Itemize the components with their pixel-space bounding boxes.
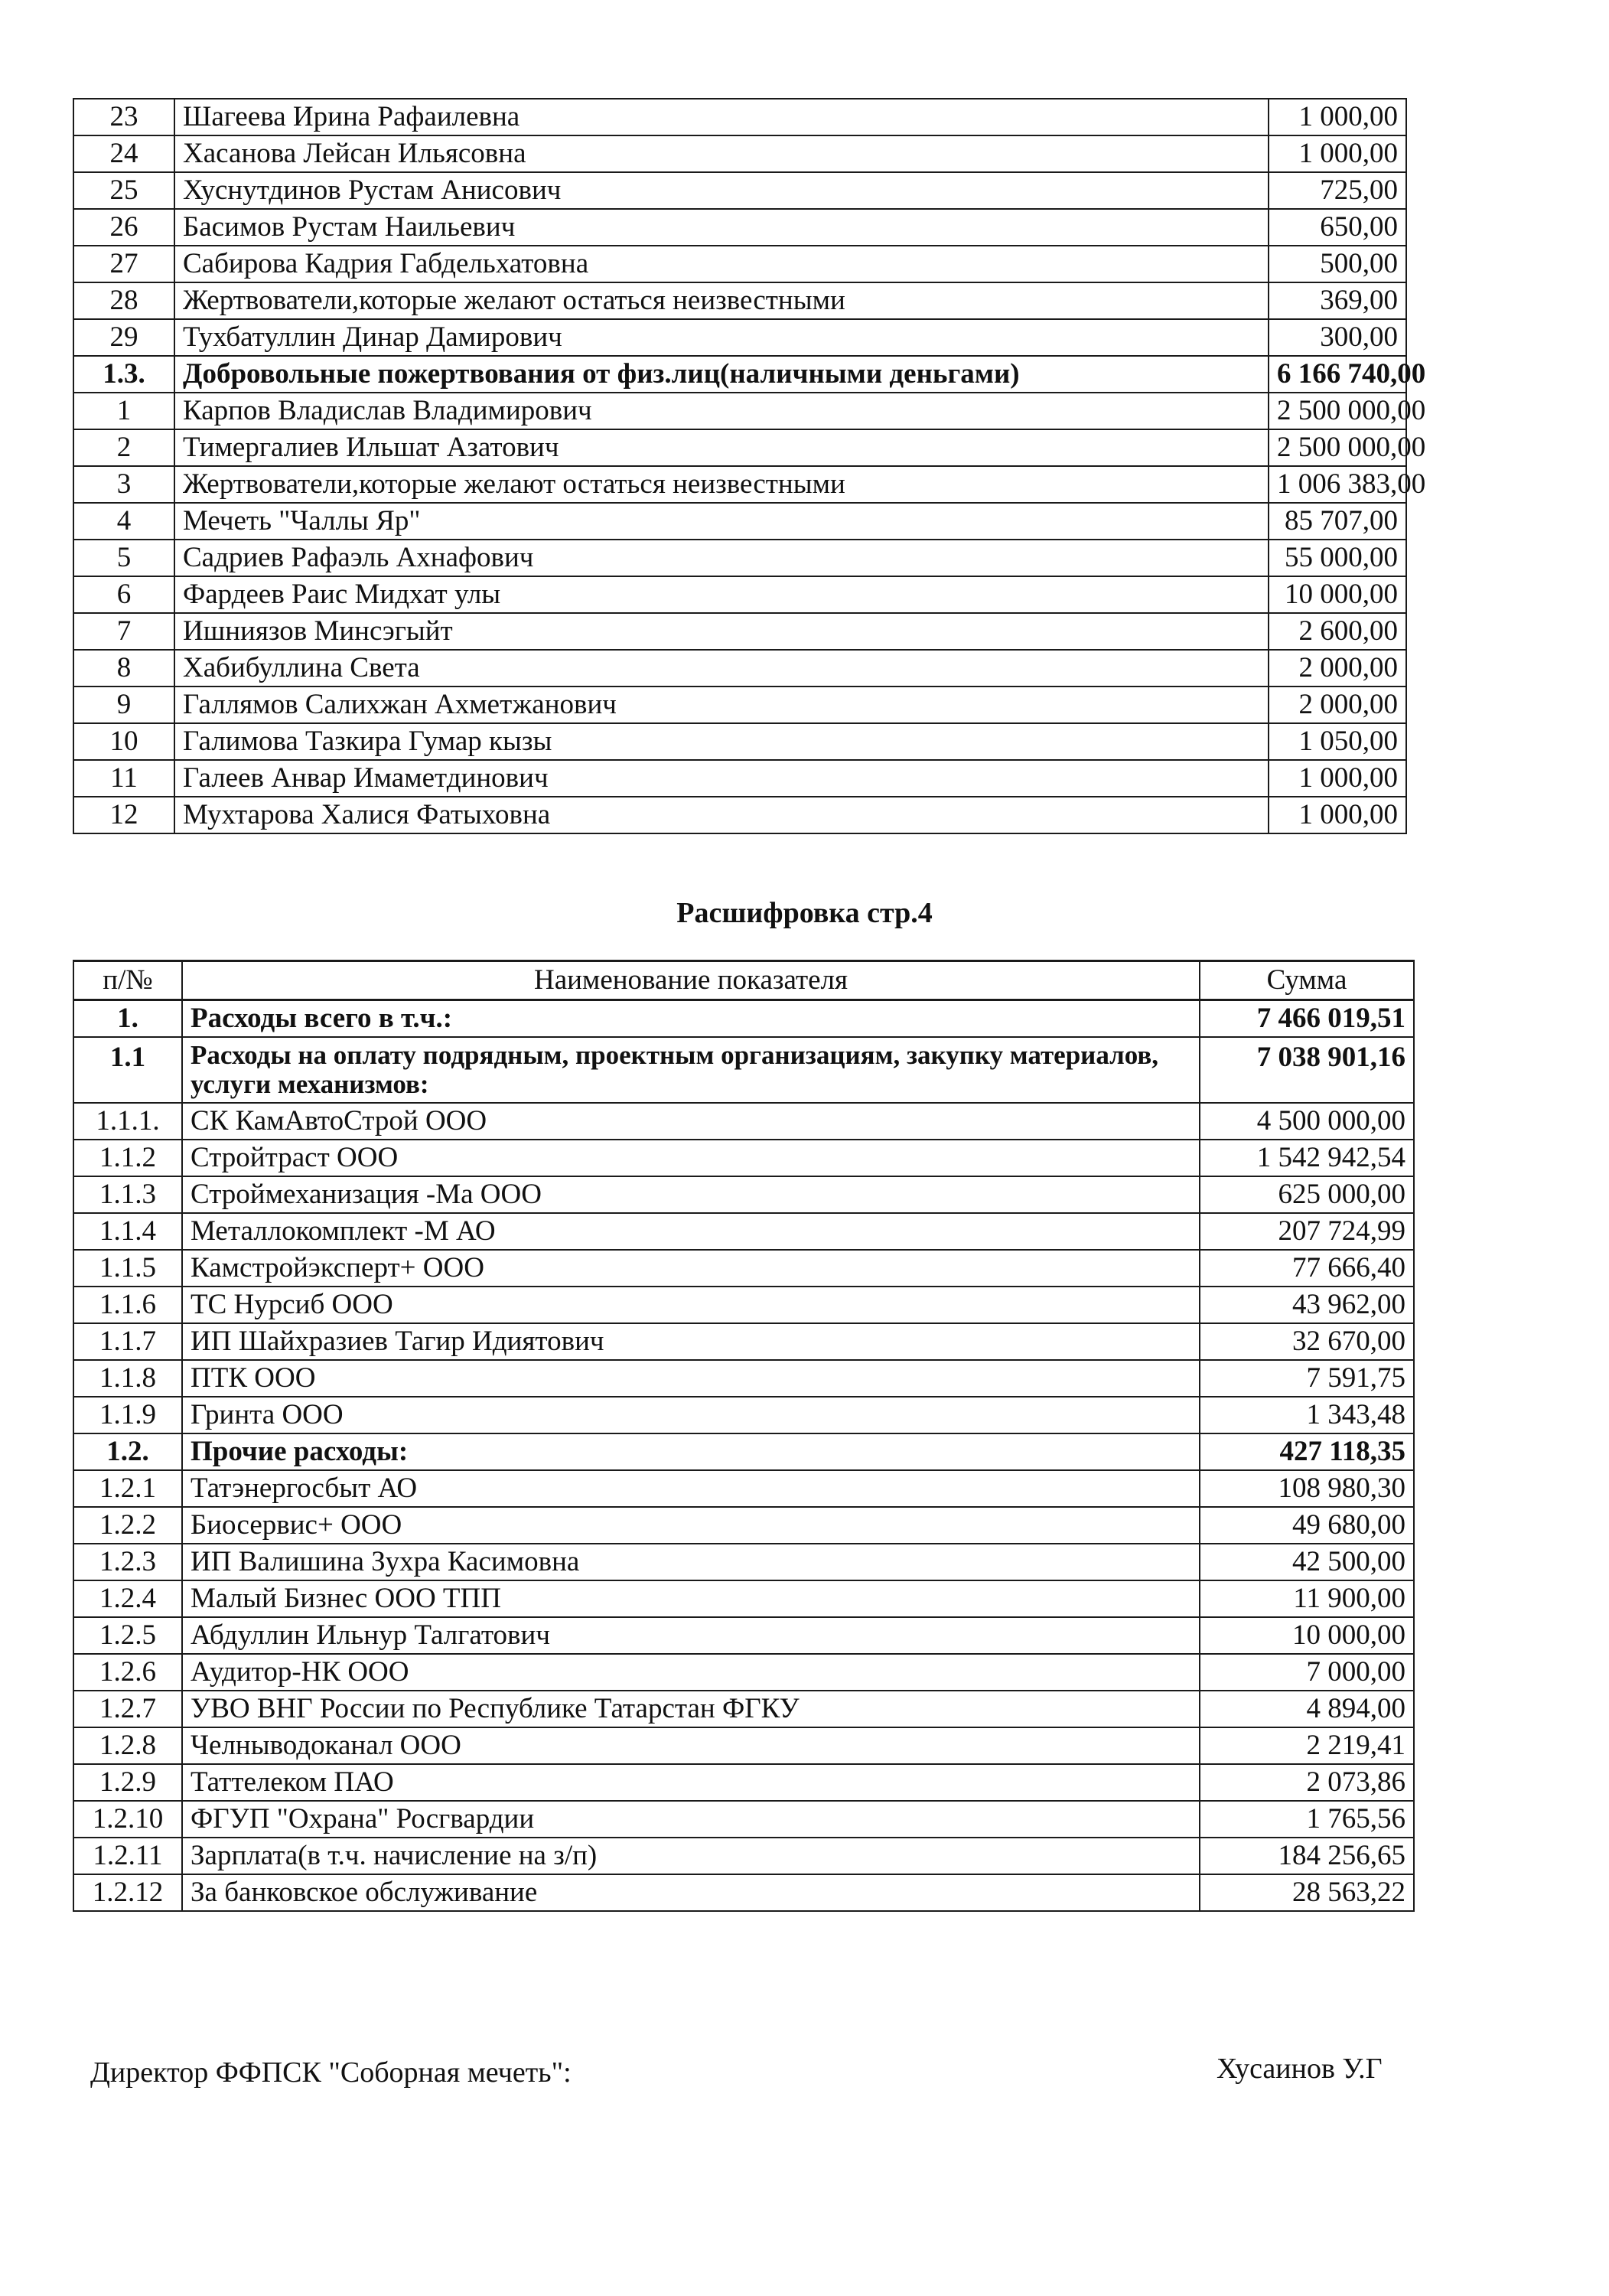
table-row [73,1250,1414,1287]
row-amount: 4 894,00 [1200,1691,1414,1727]
table-row [73,1470,1414,1507]
row-number: 1.1.4 [73,1213,182,1250]
table-row [73,1287,1414,1323]
table-row [73,356,1406,393]
row-amount: 32 670,00 [1200,1323,1414,1360]
row-name: Камстройэксперт+ ООО [182,1250,1200,1287]
row-name: Расходы на оплату подрядным, проектным организациям, закупку материалов, услуги механизмов: [182,1037,1200,1103]
row-amount: 1 000,00 [1269,797,1406,833]
section-title: Расшифровка стр.4 [676,897,933,929]
row-name: Карпов Владислав Владимирович [174,393,1269,429]
row-amount: 625 000,00 [1200,1176,1414,1213]
row-name: ИП Шайхразиев Тагир Идиятович [182,1323,1200,1360]
row-amount: 1 000,00 [1269,760,1406,797]
row-number: 1.3. [73,356,174,393]
row-number: 9 [73,687,174,723]
row-number: 3 [73,466,174,503]
row-name: ФГУП "Охрана" Росгвардии [182,1801,1200,1838]
row-number: 27 [73,246,174,282]
table-row [73,1617,1414,1654]
table-row [73,797,1406,833]
row-name: Галимова Тазкира Гумар кызы [174,723,1269,760]
row-name: ПТК ООО [182,1360,1200,1397]
table-row [73,576,1406,613]
table-row [73,1000,1414,1038]
row-amount: 2 600,00 [1269,613,1406,650]
row-number: 1. [73,1000,182,1038]
row-amount: 1 343,48 [1200,1397,1414,1433]
row-number: 1.1.7 [73,1323,182,1360]
row-number: 26 [73,209,174,246]
row-number: 1.2.1 [73,1470,182,1507]
row-name: Жертвователи,которые желают остаться неизвестными [174,466,1269,503]
row-number: 1 [73,393,174,429]
row-name: Биосервис+ ООО [182,1507,1200,1544]
row-amount: 725,00 [1269,172,1406,209]
table-row [73,1037,1414,1103]
row-amount: 2 000,00 [1269,650,1406,687]
row-name: Металлокомплект -М АО [182,1213,1200,1250]
row-number: 1.1.8 [73,1360,182,1397]
row-number: 1.2.2 [73,1507,182,1544]
row-number: 1.2. [73,1433,182,1470]
row-name: За банковское обслуживание [182,1874,1200,1911]
row-number: 1.1.1. [73,1103,182,1140]
row-number: 12 [73,797,174,833]
table-row [73,1213,1414,1250]
row-number: 10 [73,723,174,760]
row-number: 6 [73,576,174,613]
row-name: Добровольные пожертвования от физ.лиц(наличными деньгами) [174,356,1269,393]
row-number: 1.2.11 [73,1838,182,1874]
expenses-table [73,960,1415,1912]
row-name: Мухтарова Халися Фатыховна [174,797,1269,833]
row-name: Сабирова Кадрия Габдельхатовна [174,246,1269,282]
row-name: Таттелеком ПАО [182,1764,1200,1801]
row-amount: 11 900,00 [1200,1580,1414,1617]
table-row [73,1323,1414,1360]
row-number: 8 [73,650,174,687]
donations-table-body [73,99,1426,833]
row-name: Челныводоканал ООО [182,1727,1200,1764]
row-number: 1.2.6 [73,1654,182,1691]
row-number: 25 [73,172,174,209]
row-name: Хуснутдинов Рустам Анисович [174,172,1269,209]
row-amount: 28 563,22 [1200,1874,1414,1911]
row-name: Зарплата(в т.ч. начисление на з/п) [182,1838,1200,1874]
row-number: 2 [73,429,174,466]
row-amount: 42 500,00 [1200,1544,1414,1580]
row-number: 29 [73,319,174,356]
table-row [73,246,1406,282]
row-number: 1.2.9 [73,1764,182,1801]
row-name: Садриев Рафаэль Ахнафович [174,540,1269,576]
row-name: УВО ВНГ России по Республике Татарстан ФГКУ [182,1691,1200,1727]
header-num: п/№ [73,961,182,1000]
row-amount: 1 542 942,54 [1200,1140,1414,1176]
row-name: Жертвователи,которые желают остаться неизвестными [174,282,1269,319]
table-row [73,760,1406,797]
table-row [73,1507,1414,1544]
row-name: Мечеть "Чаллы Яр" [174,503,1269,540]
row-name: Расходы всего в т.ч.: [182,1000,1200,1038]
row-name: ИП Валишина Зухра Касимовна [182,1544,1200,1580]
table-row [73,1691,1414,1727]
row-amount: 7 466 019,51 [1200,1000,1414,1038]
row-amount: 2 500 000,00 [1269,429,1406,466]
row-number: 1.1.5 [73,1250,182,1287]
row-number: 1.2.7 [73,1691,182,1727]
expenses-table-body [73,1000,1414,1912]
table-row [73,1727,1414,1764]
row-amount: 369,00 [1269,282,1406,319]
row-amount: 108 980,30 [1200,1470,1414,1507]
row-name: Ишниязов Минсэгыйт [174,613,1269,650]
table-row [73,1764,1414,1801]
table-row [73,723,1406,760]
row-name: СК КамАвтоСтрой ООО [182,1103,1200,1140]
row-name: Тимергалиев Ильшат Азатович [174,429,1269,466]
director-position: Директор ФФПСК "Соборная мечеть": [90,2056,572,2089]
table-row [73,650,1406,687]
row-name: Тухбатуллин Динар Дамирович [174,319,1269,356]
row-amount: 77 666,40 [1200,1250,1414,1287]
row-name: Аудитор-НК ООО [182,1654,1200,1691]
table-row [73,1874,1414,1911]
row-amount: 500,00 [1269,246,1406,282]
table-row [73,172,1406,209]
row-name: Татэнергосбыт АО [182,1470,1200,1507]
row-amount: 2 219,41 [1200,1727,1414,1764]
row-amount: 55 000,00 [1269,540,1406,576]
expenses-header-row [73,961,1414,1000]
row-amount: 4 500 000,00 [1200,1103,1414,1140]
table-row [73,282,1406,319]
row-number: 5 [73,540,174,576]
row-amount: 1 000,00 [1269,99,1406,135]
row-name: Галеев Анвар Имаметдинович [174,760,1269,797]
table-row [73,99,1406,135]
row-number: 1.2.4 [73,1580,182,1617]
table-row [73,1544,1414,1580]
table-row [73,1140,1414,1176]
row-amount: 427 118,35 [1200,1433,1414,1470]
row-amount: 1 006 383,00 [1269,466,1406,503]
table-row [73,1580,1414,1617]
row-amount: 10 000,00 [1269,576,1406,613]
row-amount: 207 724,99 [1200,1213,1414,1250]
table-row [73,1838,1414,1874]
row-amount: 1 050,00 [1269,723,1406,760]
header-sum: Сумма [1200,961,1414,1000]
row-amount: 7 038 901,16 [1200,1037,1414,1103]
table-row [73,613,1406,650]
row-name: ТС Нурсиб ООО [182,1287,1200,1323]
table-row [73,1397,1414,1433]
row-number: 28 [73,282,174,319]
row-amount: 2 073,86 [1200,1764,1414,1801]
row-name: Хасанова Лейсан Ильясовна [174,135,1269,172]
header-name: Наименование показателя [182,961,1200,1000]
table-row [73,687,1406,723]
table-row [73,1360,1414,1397]
table-row [73,1654,1414,1691]
table-row [73,1176,1414,1213]
row-amount: 85 707,00 [1269,503,1406,540]
row-number: 1.1.2 [73,1140,182,1176]
row-number: 4 [73,503,174,540]
table-row [73,540,1406,576]
row-amount: 300,00 [1269,319,1406,356]
row-number: 1.2.12 [73,1874,182,1911]
row-amount: 1 765,56 [1200,1801,1414,1838]
row-number: 1.1 [73,1037,182,1103]
table-row [73,135,1406,172]
table-row [73,319,1406,356]
row-name: Прочие расходы: [182,1433,1200,1470]
table-row [73,393,1406,429]
row-name: Шагеева Ирина Рафаилевна [174,99,1269,135]
row-amount: 2 000,00 [1269,687,1406,723]
row-number: 1.2.10 [73,1801,182,1838]
row-amount: 6 166 740,00 [1269,356,1406,393]
row-number: 1.1.3 [73,1176,182,1213]
row-name: Абдуллин Ильнур Талгатович [182,1617,1200,1654]
row-amount: 43 962,00 [1200,1287,1414,1323]
row-amount: 10 000,00 [1200,1617,1414,1654]
row-amount: 2 500 000,00 [1269,393,1406,429]
row-name: Галлямов Салихжан Ахметжанович [174,687,1269,723]
table-row [73,1103,1414,1140]
table-row [73,466,1406,503]
row-amount: 7 591,75 [1200,1360,1414,1397]
row-number: 11 [73,760,174,797]
row-amount: 1 000,00 [1269,135,1406,172]
row-amount: 49 680,00 [1200,1507,1414,1544]
table-row [73,209,1406,246]
row-number: 1.2.8 [73,1727,182,1764]
row-amount: 184 256,65 [1200,1838,1414,1874]
row-number: 1.2.5 [73,1617,182,1654]
table-row [73,503,1406,540]
row-number: 24 [73,135,174,172]
director-name: Хусаинов У.Г [1217,2053,1383,2085]
row-number: 23 [73,99,174,135]
table-row [73,429,1406,466]
table-row [73,1433,1414,1470]
row-name: Строймеханизация -Ма ООО [182,1176,1200,1213]
row-number: 1.2.3 [73,1544,182,1580]
table-row [73,1801,1414,1838]
row-amount: 650,00 [1269,209,1406,246]
donations-table [73,98,1426,834]
row-name: Хабибуллина Света [174,650,1269,687]
row-number: 1.1.6 [73,1287,182,1323]
row-name: Стройтраст ООО [182,1140,1200,1176]
row-name: Малый Бизнес ООО ТПП [182,1580,1200,1617]
row-name: Басимов Рустам Наильевич [174,209,1269,246]
row-name: Гринта ООО [182,1397,1200,1433]
row-number: 7 [73,613,174,650]
row-number: 1.1.9 [73,1397,182,1433]
row-amount: 7 000,00 [1200,1654,1414,1691]
row-name: Фардеев Раис Мидхат улы [174,576,1269,613]
